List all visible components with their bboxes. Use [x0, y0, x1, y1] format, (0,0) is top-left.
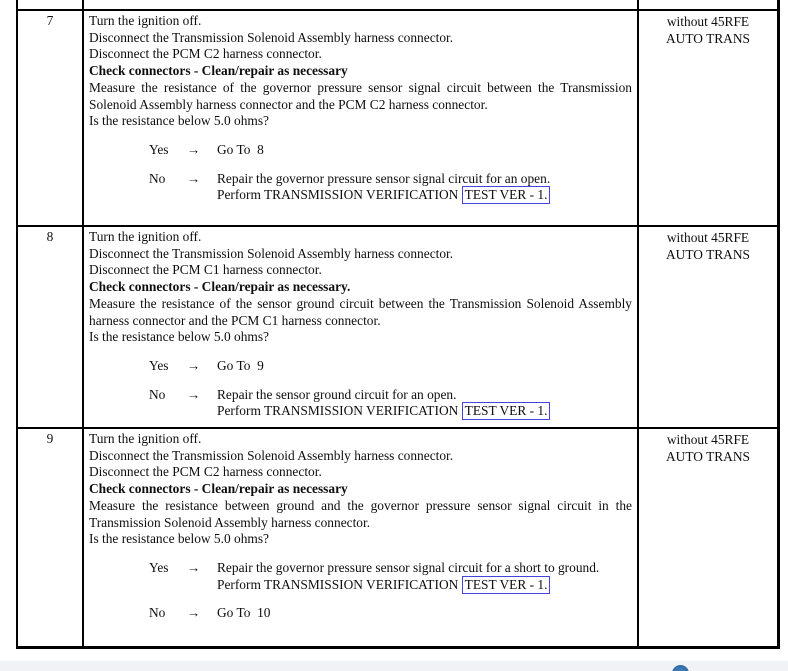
applicability-text: without 45RFE	[666, 230, 750, 245]
procedure-line: Turn the ignition off.	[89, 431, 202, 446]
procedure-line: Check connectors - Clean/repair as necessary	[89, 63, 348, 79]
table-body	[18, 0, 777, 646]
procedure-line: Is the resistance below 5.0 ohms?	[89, 531, 269, 547]
answer-label: No	[149, 605, 166, 621]
answer-no	[149, 605, 632, 622]
diagnostic-table	[16, 0, 780, 649]
step-cell	[18, 227, 84, 427]
applicability-cell	[639, 227, 777, 427]
test-ver-link[interactable]: TEST VER - 1.	[462, 186, 551, 204]
procedure-line: Measure the resistance of the governor pressure sensor signal circuit between the Transmission Solenoid Assembly harness connector and the PCM C2 harness connector.	[89, 79, 632, 112]
procedure-line: Disconnect the PCM C2 harness connector.	[89, 46, 322, 62]
answer-segment: Go To 10	[217, 605, 271, 621]
procedure-cell	[84, 429, 639, 646]
bottom-bar	[0, 661, 788, 671]
answer-line	[217, 403, 632, 420]
step-number: 8	[46, 229, 54, 244]
answer-label: Yes	[149, 357, 169, 373]
answer-text	[217, 605, 632, 622]
procedure-line: Turn the ignition off.	[89, 229, 202, 244]
procedure-cell	[84, 11, 639, 225]
answer-text	[217, 142, 632, 159]
procedure-line: Disconnect the PCM C1 harness connector.	[89, 262, 322, 278]
test-ver-link[interactable]: TEST VER - 1.	[462, 576, 551, 594]
answer-line	[217, 605, 632, 622]
answer-yes	[149, 358, 632, 375]
answer-text	[217, 560, 632, 593]
procedure-line: Measure the resistance of the sensor ground circuit between the Transmission Solenoid Assembly harness connector and the PCM C1 harness connector.	[89, 295, 632, 328]
answer-line	[217, 187, 632, 204]
table-row-partial	[18, 0, 777, 11]
answer-yes	[149, 142, 632, 159]
applicability-text: without 45RFE	[666, 14, 750, 29]
step-cell	[18, 0, 84, 9]
arrow-icon: →	[187, 141, 201, 157]
answer-label: Yes	[149, 559, 169, 575]
answer-line	[217, 142, 632, 159]
answer-label: No	[149, 386, 166, 402]
arrow-icon: →	[187, 386, 201, 402]
answer-segment: Go To 9	[217, 357, 264, 373]
answer-line	[217, 358, 632, 375]
applicability-text: AUTO TRANS	[666, 30, 750, 46]
step-cell	[18, 11, 84, 225]
step-number: 9	[46, 431, 54, 446]
answer-line	[217, 577, 632, 594]
procedure-line: Disconnect the Transmission Solenoid Assembly harness connector.	[89, 29, 454, 45]
answer-line	[217, 387, 632, 404]
procedure-line: Measure the resistance between ground and the governor pressure sensor signal circuit in the Transmission Solenoid Assembly harness connector.	[89, 497, 632, 530]
table-row	[18, 429, 777, 646]
step-number: 7	[46, 13, 54, 28]
procedure-line: Check connectors - Clean/repair as necessary.	[89, 279, 351, 295]
procedure-cell	[84, 0, 639, 9]
answer-segment: Repair the governor pressure sensor signal circuit for an open.	[217, 170, 551, 186]
table-row	[18, 11, 777, 227]
answer-no	[149, 171, 632, 204]
applicability-text: AUTO TRANS	[666, 448, 750, 464]
procedure-line: Is the resistance below 5.0 ohms?	[89, 329, 269, 345]
step-cell	[18, 429, 84, 646]
procedure-line: Disconnect the Transmission Solenoid Assembly harness connector.	[89, 245, 454, 261]
answer-segment: Perform TRANSMISSION VERIFICATION	[217, 187, 462, 203]
answer-yes	[149, 560, 632, 593]
test-ver-link[interactable]: TEST VER - 1.	[462, 402, 551, 420]
applicability-text: AUTO TRANS	[666, 246, 750, 262]
answer-segment: Perform TRANSMISSION VERIFICATION	[217, 403, 462, 419]
applicability-cell	[639, 11, 777, 225]
arrow-icon: →	[187, 605, 201, 621]
procedure-line: Disconnect the PCM C2 harness connector.	[89, 464, 322, 480]
answer-label: No	[149, 170, 166, 186]
arrow-icon: →	[187, 559, 201, 575]
procedure-line: Check connectors - Clean/repair as necessary	[89, 481, 348, 497]
answer-line	[217, 171, 632, 188]
answer-segment: Repair the governor pressure sensor signal circuit for a short to ground.	[217, 559, 600, 575]
arrow-icon: →	[187, 170, 201, 186]
answer-segment: Repair the sensor ground circuit for an open.	[217, 386, 457, 402]
procedure-line: Is the resistance below 5.0 ohms?	[89, 113, 269, 129]
applicability-cell	[639, 0, 777, 9]
answer-text	[217, 358, 632, 375]
table-row	[18, 227, 777, 429]
procedure-line: Turn the ignition off.	[89, 13, 202, 28]
answer-segment: Perform TRANSMISSION VERIFICATION	[217, 576, 462, 592]
answer-text	[217, 387, 632, 420]
applicability-text: without 45RFE	[666, 432, 750, 447]
answer-no	[149, 387, 632, 420]
answer-label: Yes	[149, 141, 169, 157]
applicability-cell	[639, 429, 777, 646]
answer-line	[217, 560, 632, 577]
procedure-line: Disconnect the Transmission Solenoid Assembly harness connector.	[89, 447, 454, 463]
answer-text	[217, 171, 632, 204]
answer-segment: Go To 8	[217, 141, 264, 157]
procedure-cell	[84, 227, 639, 427]
arrow-icon: →	[187, 357, 201, 373]
